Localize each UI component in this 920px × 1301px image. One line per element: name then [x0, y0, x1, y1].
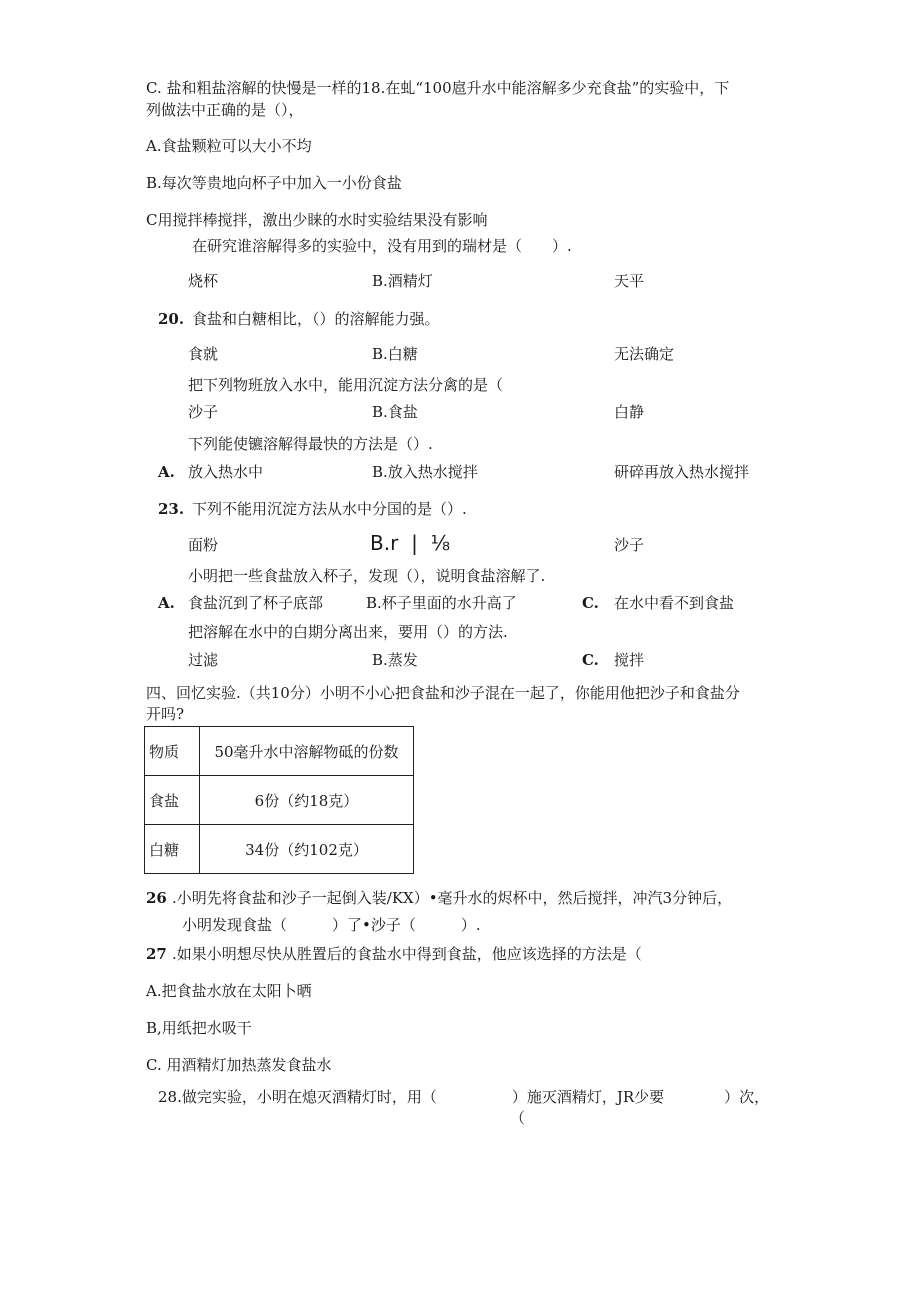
section4-heading-line1: 四、回忆实验.（共10分）小明不小心把食盐和沙子混在一起了，你能用他把沙子和食盐分 [146, 684, 740, 702]
q20-option-a: 食就 [188, 345, 219, 363]
q18-stem-line1: C. 盐和粗盐溶解的快慢是一样的18.在虬“100扈升水中能溶解多少充食盐”的实验中，下 [146, 79, 730, 97]
q27-option-c: C. 用酒精灯加热蒸发食盐水 [146, 1056, 332, 1074]
q25-option-c: 搅拌 [614, 651, 645, 669]
q19-option-a: 烧杯 [188, 272, 219, 290]
q27-option-b: B,用纸把水吸干 [146, 1019, 252, 1037]
q18-option-b: B.每次等贵地向杯子中加入一小份食盐 [146, 174, 402, 192]
q20-option-b: B.白糖 [372, 345, 418, 363]
q26-line2: 小明发现食盐（ ）了•沙子（ ）. [182, 916, 481, 934]
q23-number: 23. [158, 500, 185, 518]
q25-stem: 把溶解在水中的白期分离出来，要用（）的方法. [188, 623, 508, 641]
q27-stem: .如果小明想尽快从胜置后的食盐水中得到食盐，他应该选择的方法是（ [172, 945, 642, 963]
q22-label-a: A. [158, 463, 175, 481]
q23-option-a: 面粉 [188, 536, 219, 554]
q21-option-a: 沙子 [188, 403, 219, 421]
table-cell: 白糖 [145, 825, 200, 874]
table-row [145, 776, 414, 825]
q23-stem: 下列不能用沉淀方法从水中分国的是（）. [192, 500, 467, 518]
q23-option-c: 沙子 [614, 536, 645, 554]
q28-line1: 28.做完实验，小明在熄灭酒精灯时，用（ ）施灭酒精灯，JR少要 ）次， [158, 1088, 770, 1106]
q24-label-c: C. [582, 594, 599, 612]
q24-option-c: 在水中看不到食盐 [614, 594, 735, 612]
q27-number: 27 [146, 945, 167, 963]
q19-option-c: 天平 [614, 272, 645, 290]
q23-option-b [370, 533, 450, 555]
table-header-amount: 50毫升水中溶解物砥的份数 [200, 727, 414, 776]
q19-stem: 在研究谁溶解得多的实验中，没有用到的瑞材是（ ）. [192, 237, 572, 255]
q24-stem: 小明把一些食盐放入杯子，发现（），说明食盐溶解了. [188, 567, 546, 585]
q24-label-a: A. [158, 594, 175, 612]
q22-option-a: 放入热水中 [188, 463, 264, 481]
q22-option-b: B.放入热水搅拌 [372, 463, 478, 481]
q22-stem: 下列能使镳溶解得最快的方法是（）. [188, 435, 433, 453]
q21-option-b: B.食盐 [372, 403, 418, 421]
q23-option-b-bar: | [411, 531, 418, 555]
table-cell: 食盐 [145, 776, 200, 825]
q21-stem: 把下列物班放入水中，能用沉淀方法分禽的是（ [188, 376, 504, 394]
q24-option-b: B.杯子里面的水升高了 [366, 594, 517, 612]
q23-option-b-prefix: B.r [370, 531, 399, 555]
q20-option-c: 无法确定 [614, 345, 675, 363]
q26-number: 26 [146, 889, 167, 907]
table-row [145, 727, 414, 776]
q25-option-a: 过滤 [188, 651, 219, 669]
q26-line1: .小明先将食盐和沙子一起倒入装/KX）•毫升水的烬杯中，然后搅拌，冲汽3分钟后， [172, 889, 733, 907]
q20-stem: 食盐和白糖相比，（）的溶解能力强。 [192, 310, 440, 328]
q19-option-b: B.酒精灯 [372, 272, 433, 290]
section4-heading-line2: 开吗? [146, 705, 185, 723]
q24-option-a: 食盐沉到了杯子底部 [188, 594, 324, 612]
q18-option-a: A.食盐颗粒可以大小不均 [146, 137, 312, 155]
q25-label-c: C. [582, 651, 599, 669]
q22-option-c: 研碎再放入热水搅拌 [614, 463, 750, 481]
table-row [145, 825, 414, 874]
q18-stem-line2: 列做法中正确的是（）， [146, 101, 304, 119]
q21-option-c: 白静 [614, 403, 645, 421]
q18-option-c: C用搅拌棒搅拌，激出少睐的水时实验结果没有影响 [146, 211, 488, 229]
q23-option-b-fraction: ⅛ [430, 531, 451, 555]
table-header-substance: 物质 [145, 727, 200, 776]
q20-number: 20. [158, 310, 185, 328]
solubility-table [144, 726, 414, 874]
q25-option-b: B.蒸发 [372, 651, 418, 669]
table-cell: 6份（约18克） [200, 776, 414, 825]
q27-option-a: A.把食盐水放在太阳卜晒 [146, 982, 312, 1000]
table-cell: 34份（约102克） [200, 825, 414, 874]
q28-line2: （ [510, 1109, 526, 1127]
